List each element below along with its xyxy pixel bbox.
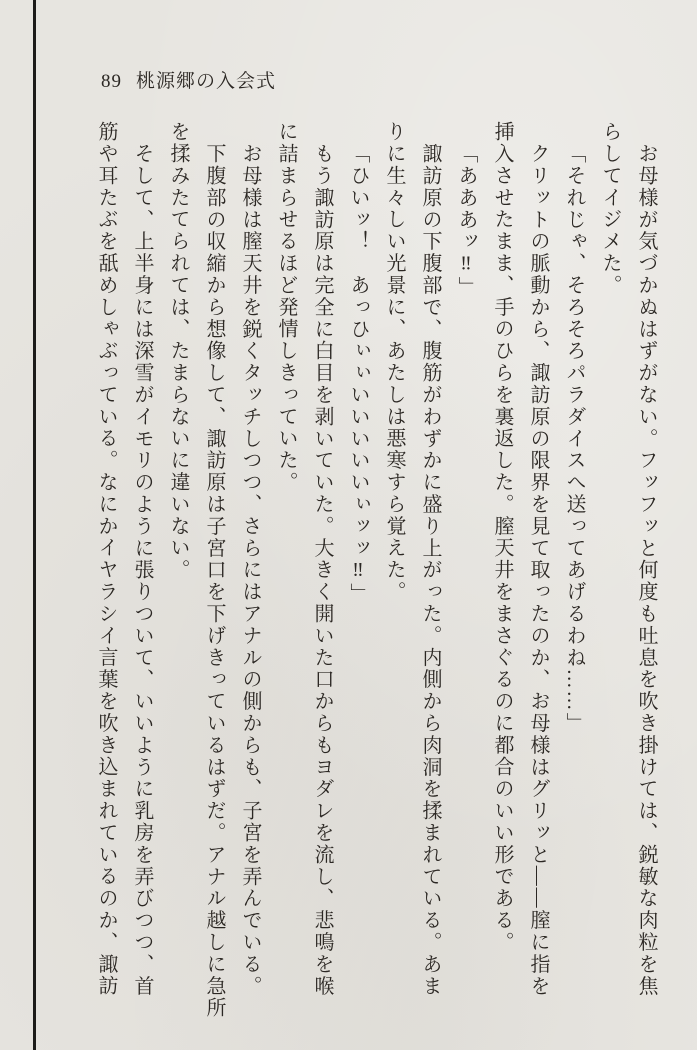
page-edge-line <box>33 0 36 1050</box>
chapter-title: 桃源郷の入会式 <box>136 71 277 92</box>
text-line: りに生々しい光景に、あたしは悪寒すら覚えた。 <box>383 121 405 603</box>
text-line: を揉みたてられては、たまらないに違いない。 <box>167 121 189 581</box>
text-line: 諏訪原の下腹部で、腹筋がわずかに盛り上がった。内側から肉洞を揉まれている。あま <box>419 143 441 998</box>
text-line: 下腹部の収縮から想像して、諏訪原は子宮口を下げきっているはずだ。アナル越しに急所 <box>203 143 225 1019</box>
text-line: もう諏訪原は完全に白目を剥いていた。大きく開いた口からもヨダレを流し、悲鳴を喉 <box>311 143 333 998</box>
body-text <box>88 121 664 1025</box>
page-header <box>101 66 276 93</box>
text-line: 筋や耳たぶを舐めしゃぶっている。なにかイヤラシイ言葉を吹き込まれているのか、諏訪 <box>95 121 117 997</box>
text-line: に詰まらせるほど発情しきっていた。 <box>275 121 297 494</box>
text-line: クリットの脈動から、諏訪原の限界を見て取ったのか、お母様はグリッと――膣に指を <box>527 143 549 998</box>
text-line: 「それじゃ、そろそろパラダイスへ送ってあげるわね……」 <box>563 143 585 735</box>
page-number: 89 <box>101 71 122 92</box>
text-line: そして、上半身には深雪がイモリのように張りついて、いいように乳房を弄びつつ、首 <box>131 143 153 998</box>
text-line: お母様が気づかぬはずがない。フッフッと何度も吐息を吹き掛けては、鋭敏な肉粒を焦 <box>635 143 657 998</box>
text-line: 「ひいッ！ あっひぃぃいいいいいぃッッ‼」 <box>347 143 369 605</box>
text-line: 挿入させたまま、手のひらを裏返した。膣天井をまさぐるのに都合のいい形である。 <box>491 121 513 954</box>
text-line: らしてイジメた。 <box>599 121 621 297</box>
text-line: 「あああッ‼」 <box>455 143 477 299</box>
text-line: お母様は膣天井を鋭くタッチしつつ、さらにはアナルの側からも、子宮を弄んでいる。 <box>239 143 261 998</box>
